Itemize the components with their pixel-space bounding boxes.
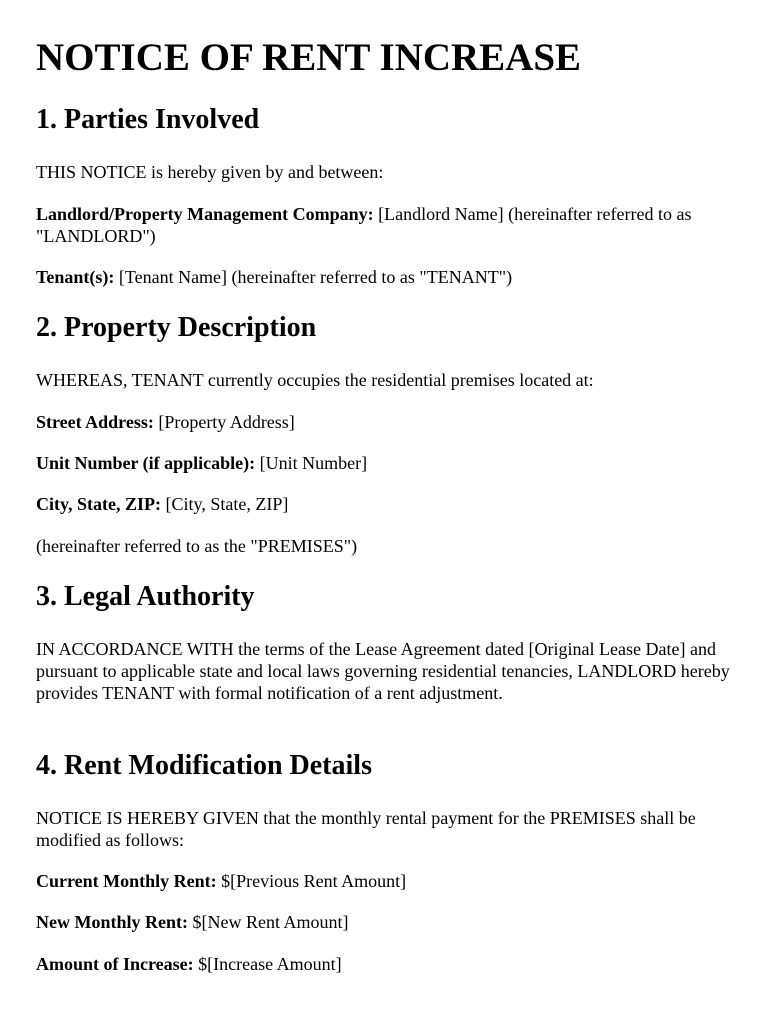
- street-label: Street Address:: [36, 412, 154, 432]
- city-label: City, State, ZIP:: [36, 494, 161, 514]
- street-line: [36, 411, 736, 433]
- section-heading-parties: 1. Parties Involved: [36, 104, 260, 135]
- unit-value: [Unit Number]: [255, 453, 368, 473]
- section-heading-legal: 3. Legal Authority: [36, 581, 255, 612]
- tenant-line: [36, 266, 736, 288]
- new-rent-line: [36, 911, 736, 933]
- increase-label: Amount of Increase:: [36, 954, 194, 974]
- increase-value: $[Increase Amount]: [193, 954, 342, 974]
- increase-line: [36, 953, 736, 975]
- legal-authority-text: IN ACCORDANCE WITH the terms of the Lease Agreement dated [Original Lease Date] and pursuant to applicable state and local laws governing residential tenancies, LANDLORD hereby provides TENANT with formal notification of a rent adjustment.: [36, 639, 730, 703]
- landlord-label: Landlord/Property Management Company:: [36, 204, 374, 224]
- street-value: [Property Address]: [153, 412, 295, 432]
- current-rent-line: [36, 870, 736, 892]
- rent-intro: NOTICE IS HEREBY GIVEN that the monthly rental payment for the PREMISES shall be modified as follows:: [36, 808, 696, 850]
- premises-note: (hereinafter referred to as the "PREMISES"): [36, 536, 358, 556]
- city-value: [City, State, ZIP]: [161, 494, 289, 514]
- section-heading-rent: 4. Rent Modification Details: [36, 750, 372, 781]
- new-rent-label: New Monthly Rent:: [36, 912, 188, 932]
- current-rent-value: $[Previous Rent Amount]: [216, 871, 407, 891]
- property-intro: WHEREAS, TENANT currently occupies the residential premises located at:: [36, 370, 594, 390]
- unit-line: [36, 452, 736, 474]
- new-rent-value: $[New Rent Amount]: [187, 912, 349, 932]
- section-heading-property: 2. Property Description: [36, 312, 317, 343]
- current-rent-label: Current Monthly Rent:: [36, 871, 217, 891]
- tenant-label: Tenant(s):: [36, 267, 115, 287]
- landlord-line: [36, 203, 696, 247]
- landlord-value: [Landlord Name] (hereinafter referred to as "LANDLORD"): [36, 204, 692, 246]
- tenant-value: [Tenant Name] (hereinafter referred to as "TENANT"): [114, 267, 513, 287]
- parties-intro: THIS NOTICE is hereby given by and between:: [36, 162, 384, 182]
- unit-label: Unit Number (if applicable):: [36, 453, 256, 473]
- city-line: [36, 493, 736, 515]
- document-title: NOTICE OF RENT INCREASE: [36, 36, 582, 79]
